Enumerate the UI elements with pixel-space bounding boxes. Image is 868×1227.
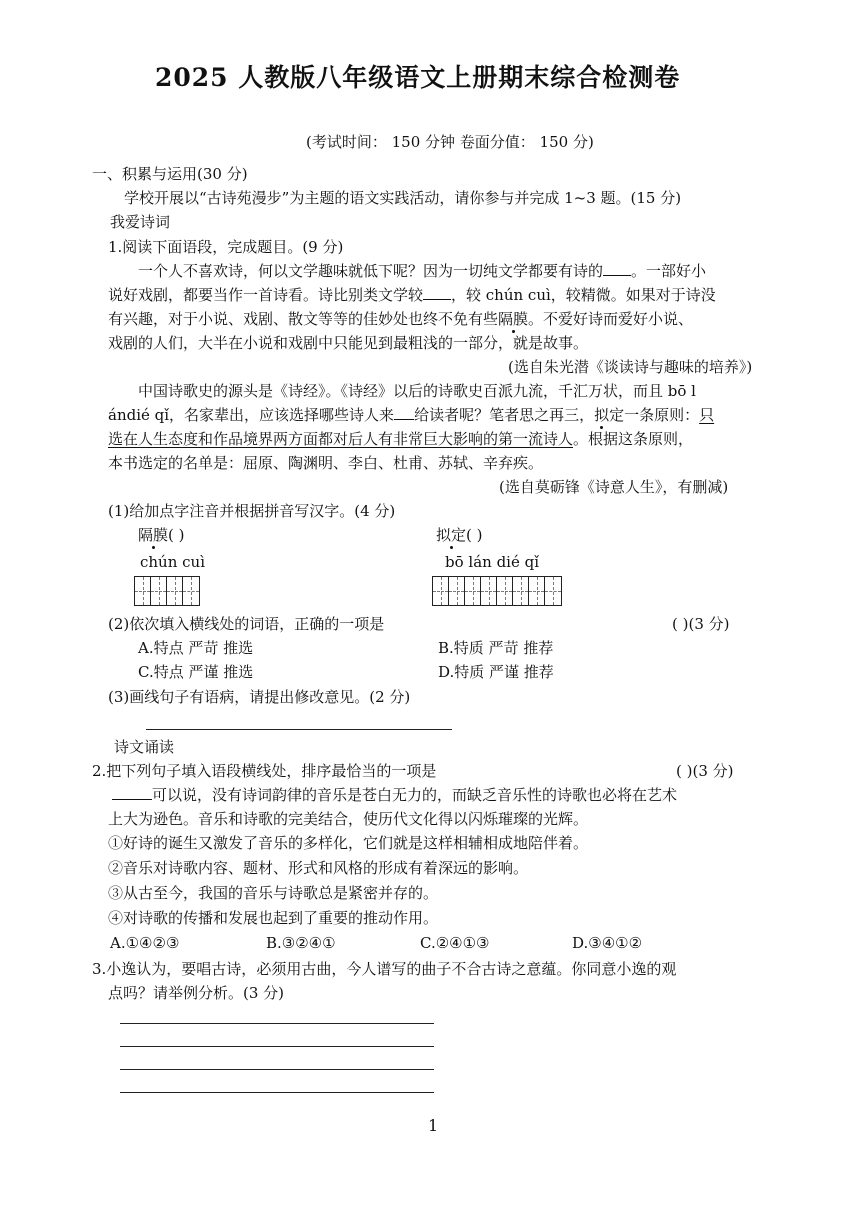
option-b[interactable]: B.特质 严苛 推荐 <box>438 639 554 657</box>
answer-paren[interactable]: ( ) <box>466 526 483 544</box>
underlined-sentence: 选在人生态度和作品境界两方面都对后人有非常巨大影响的第一流诗人 <box>108 430 574 448</box>
q2-paragraph-line1 <box>108 783 677 807</box>
sentence-4: ④对诗歌的传播和发展也起到了重要的推动作用。 <box>108 909 439 927</box>
passage-text: 给读者呢？笔者思之再三， <box>414 406 595 424</box>
passage-text: 定一条原则： <box>609 406 700 424</box>
passage-text: 。不爱好诗而爱好小说、 <box>528 310 694 328</box>
answer-line[interactable] <box>120 1092 434 1093</box>
fill-blank-4[interactable] <box>112 783 152 800</box>
answer-line[interactable] <box>120 1046 434 1047</box>
sub-question-2: (2)依次填入横线处的词语，正确的一项是 <box>108 615 385 633</box>
writing-grid-1[interactable] <box>134 576 200 606</box>
passage1-line3 <box>108 307 693 331</box>
passage-text: 说好戏剧，都要当作一首诗看。诗比别类文学较 <box>108 286 424 304</box>
passage1-line4: 戏剧的人们，大半在小说和戏剧中只能见到最粗浅的一部分，就是故事。 <box>108 334 589 352</box>
passage2-line1: 中国诗歌史的源头是《诗经》。《诗经》以后的诗歌史百派九流，千汇万状，而且 bō l <box>138 382 696 400</box>
passage1-source: (选自朱光潜《谈读诗与趣味的培养》) <box>508 358 753 376</box>
q2-option-b[interactable]: B.③②④① <box>266 934 336 952</box>
sub-question-2-score[interactable]: ( )(3 分) <box>672 615 730 633</box>
passage2-line2 <box>108 403 714 427</box>
pinyin-prompt-2: bō lán dié qǐ <box>445 553 540 571</box>
pinyin-item-2 <box>436 523 483 547</box>
fill-blank-2[interactable] <box>423 283 451 300</box>
passage-text: ándié qǐ，名家辈出，应该选择哪些诗人来 <box>108 406 395 424</box>
answer-line[interactable] <box>120 1023 434 1024</box>
q2-option-a[interactable]: A.①④②③ <box>110 934 180 952</box>
sentence-1: ①好诗的诞生又激发了音乐的多样化，它们就是这样相辅相成地陪伴着。 <box>108 834 589 852</box>
underlined-sentence: 只 <box>699 406 715 424</box>
section-intro: 学校开展以“古诗苑漫步”为主题的语文实践活动，请你参与并完成 1~3 题。(15 分) <box>124 189 682 207</box>
q2-option-d[interactable]: D.③④①② <box>572 934 643 952</box>
pinyin-prompt-1: chún cuì <box>140 553 206 571</box>
dotted-word: 隔膜 <box>498 310 529 328</box>
dotted-word: 拟 <box>594 406 610 424</box>
answer-line[interactable] <box>120 1069 434 1070</box>
passage-text: ，较 chún cuì，较精微。如果对于诗没 <box>451 286 716 304</box>
question-2-stem: 2.把下列句子填入语段横线处，排序最恰当的一项是 <box>92 762 437 780</box>
option-c[interactable]: C.特点 严谨 推选 <box>138 663 254 681</box>
question-3-stem-line1: 3.小逸认为，要唱古诗，必须用古曲，今人谱写的曲子不合古诗之意蕴。你同意小逸的观 <box>92 960 677 978</box>
word-label: 拟定 <box>436 526 467 544</box>
subsection-title: 我爱诗词 <box>110 213 171 231</box>
word-label: 隔膜 <box>138 526 169 544</box>
pinyin-item-1 <box>138 523 185 547</box>
fill-blank-1[interactable] <box>603 259 631 276</box>
fill-blank-3[interactable] <box>394 403 414 420</box>
exam-title: 2025 人教版八年级语文上册期末综合检测卷 <box>155 63 681 92</box>
option-a[interactable]: A.特点 严苛 推选 <box>138 639 254 657</box>
sentence-2: ②音乐对诗歌内容、题材、形式和风格的形成有着深远的影响。 <box>108 859 529 877</box>
question-3-stem-line2: 点吗？请举例分析。(3 分) <box>108 984 285 1002</box>
passage-text: 。一部好小 <box>631 262 707 280</box>
answer-paren[interactable]: ( ) <box>168 526 185 544</box>
answer-line[interactable] <box>146 729 452 730</box>
passage-text: 一个人不喜欢诗，何以文学趣味就低下呢？因为一切纯文学都要有诗的 <box>138 262 604 280</box>
question-2-score[interactable]: ( )(3 分) <box>676 762 734 780</box>
writing-grid-2[interactable] <box>432 576 562 606</box>
passage1-line1 <box>138 259 706 283</box>
subsection-title-2: 诗文诵读 <box>114 738 175 756</box>
passage2-line3 <box>108 427 693 451</box>
passage1-line2 <box>108 283 716 307</box>
sub-question-3: (3)画线句子有语病，请提出修改意见。(2 分) <box>108 688 411 706</box>
q2-option-c[interactable]: C.②④①③ <box>420 934 490 952</box>
option-d[interactable]: D.特质 严谨 推荐 <box>438 663 554 681</box>
q2-paragraph-line2: 上大为逊色。音乐和诗歌的完美结合，使历代文化得以闪烁璀璨的光辉。 <box>108 810 589 828</box>
passage2-line4: 本书选定的名单是：屈原、陶渊明、李白、杜甫、苏轼、辛弃疾。 <box>108 454 544 472</box>
passage-text: 。根据这条原则， <box>573 430 694 448</box>
sub-question-1: (1)给加点字注音并根据拼音写汉字。(4 分) <box>108 502 396 520</box>
exam-info: (考试时间： 150 分钟 卷面分值： 150 分) <box>306 133 594 151</box>
question-1-stem: 1.阅读下面语段，完成题目。(9 分) <box>108 238 344 256</box>
passage-text: 有兴趣，对于小说、戏剧、散文等等的佳妙处也终不免有些 <box>108 310 499 328</box>
passage2-source: (选自莫砺锋《诗意人生》，有删减) <box>499 478 729 496</box>
section-heading: 一、积累与运用(30 分) <box>92 165 248 183</box>
page-number: 1 <box>428 1116 439 1135</box>
sentence-3: ③从古至今，我国的音乐与诗歌总是紧密并存的。 <box>108 884 439 902</box>
passage-text: 可以说，没有诗词韵律的音乐是苍白无力的，而缺乏音乐性的诗歌也必将在艺术 <box>152 786 678 804</box>
